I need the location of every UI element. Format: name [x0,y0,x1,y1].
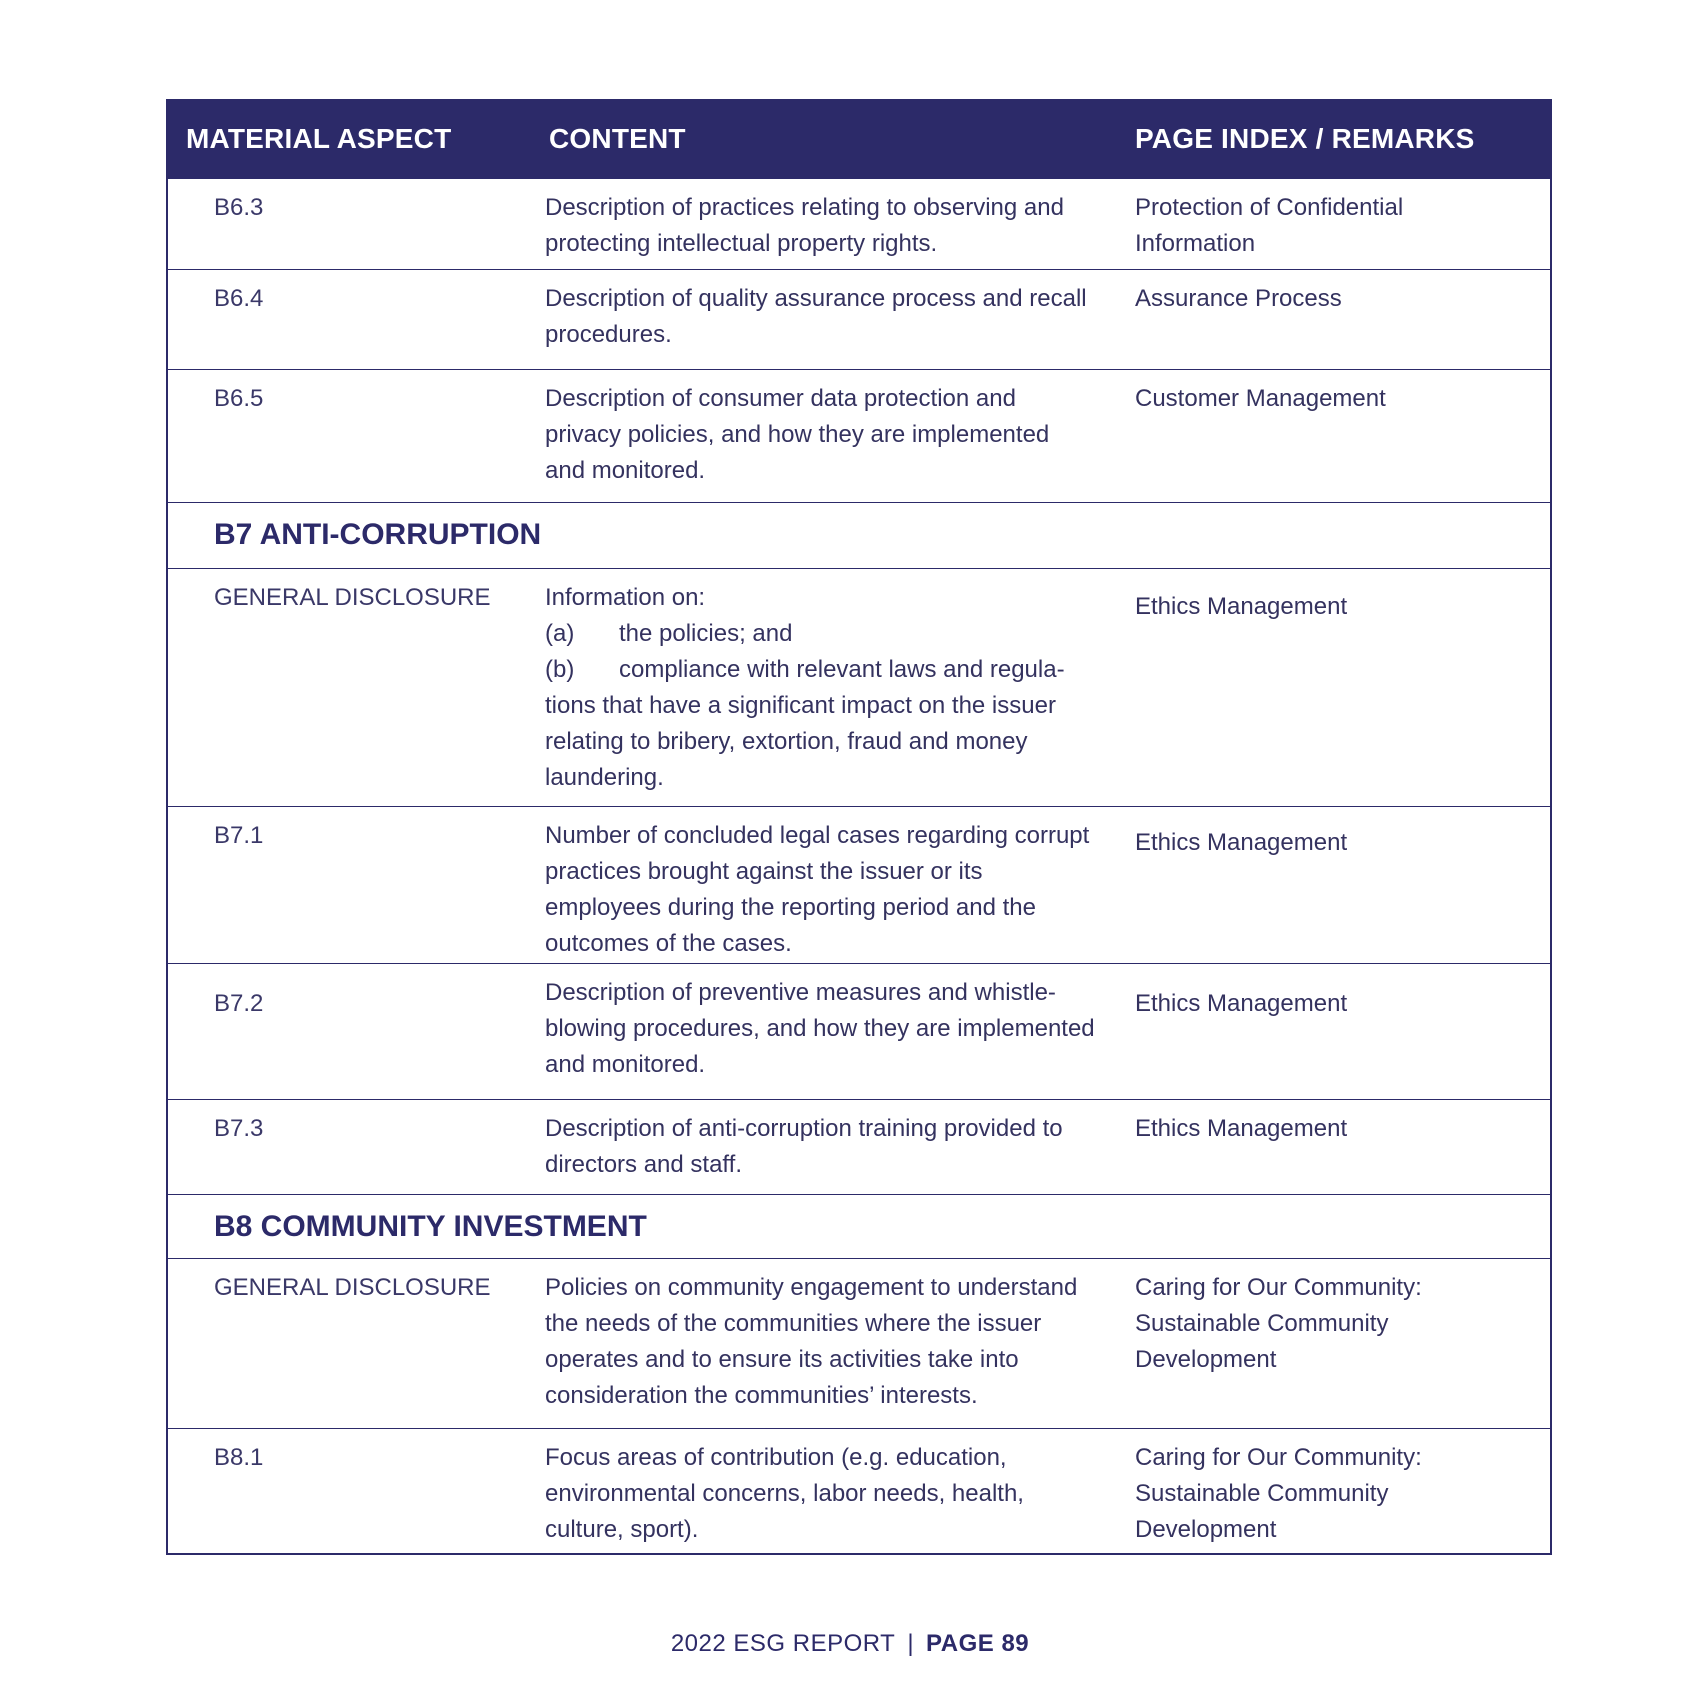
page-index-cell: Assurance Process [1109,269,1551,369]
aspect-cell: GENERAL DISCLOSURE [167,568,535,806]
table-row [167,568,1551,806]
content-cell: Number of concluded legal cases regarding corrupt practices brought against the issuer or its employees during the reporting period and the outcomes of the cases. [535,806,1109,963]
table-row [167,369,1551,502]
report-title: 2022 ESG REPORT [670,1630,896,1657]
list-item [545,652,1095,688]
header-material-aspect: MATERIAL ASPECT [167,100,535,179]
page-footer [0,1630,1700,1658]
page-number: PAGE 89 [926,1630,1030,1657]
list-item [545,616,1095,652]
list-text: compliance with relevant laws and regula- [619,655,1065,683]
content-cell [535,568,1109,806]
content-cell: Description of practices relating to observing and protecting intellectual property rights. [535,179,1109,269]
content-cell: Description of anti-corruption training provided to directors and staff. [535,1099,1109,1194]
page-index-cell: Ethics Management [1109,1099,1551,1194]
page-index-cell: Ethics Management [1109,568,1551,806]
aspect-cell: B6.5 [167,369,535,502]
page-index-cell: Ethics Management [1109,963,1551,1099]
aspect-cell: B7.1 [167,806,535,963]
list-text-continued: tions that have a significant impact on the issuer relating to bribery, extortion, fraud and money laundering. [545,691,1056,791]
content-cell: Policies on community engagement to understand the needs of the communities where the issuer operates and to ensure its activities take into consideration the communities’ interests. [535,1258,1109,1428]
table-row [167,179,1551,269]
page-index-cell: Protection of Confidential Information [1109,179,1551,269]
table-header-row [167,100,1551,179]
aspect-cell: B6.4 [167,269,535,369]
aspect-cell: B7.3 [167,1099,535,1194]
aspect-cell: B8.1 [214,1443,264,1471]
aspect-cell: B6.3 [167,179,535,269]
footer-separator: | [907,1630,915,1657]
table-row [167,269,1551,369]
page-index-cell: Caring for Our Community: Sustainable Community Development [1109,1258,1551,1428]
table-row [167,1258,1551,1428]
header-page-index: PAGE INDEX / REMARKS [1109,100,1551,179]
list-text: the policies; and [619,619,793,647]
aspect-cell: B7.2 [167,963,535,1099]
section-row-b7 [167,502,1551,568]
table-row [167,1099,1551,1194]
content-cell: Description of consumer data protection and privacy policies, and how they are implemented and monitored. [535,369,1109,502]
list-marker: (a) [545,619,575,647]
page-index-cell: Customer Management [1109,369,1551,502]
content-cell: Description of preventive measures and whistle-blowing procedures, and how they are implemented and monitored. [535,963,1109,1099]
list-marker: (b) [545,655,575,683]
content-cell: Focus areas of contribution (e.g. education, environmental concerns, labor needs, health, culture, sport). [545,1443,1024,1543]
table-row [167,1428,1551,1554]
page-index-cell: Caring for Our Community: Sustainable Community Development [1135,1443,1422,1543]
table-row [167,963,1551,1099]
content-cell: Description of quality assurance process and recall procedures. [535,269,1109,369]
esg-index-table [166,99,1552,1555]
section-row-b8 [167,1194,1551,1258]
header-content: CONTENT [535,100,1109,179]
aspect-cell: GENERAL DISCLOSURE [167,1258,535,1428]
table-row [167,806,1551,963]
section-title-b7: B7 ANTI-CORRUPTION [167,502,1551,568]
content-intro: Information on: [545,583,706,611]
page-index-cell: Ethics Management [1109,806,1551,963]
section-title-b8: B8 COMMUNITY INVESTMENT [167,1194,1551,1258]
